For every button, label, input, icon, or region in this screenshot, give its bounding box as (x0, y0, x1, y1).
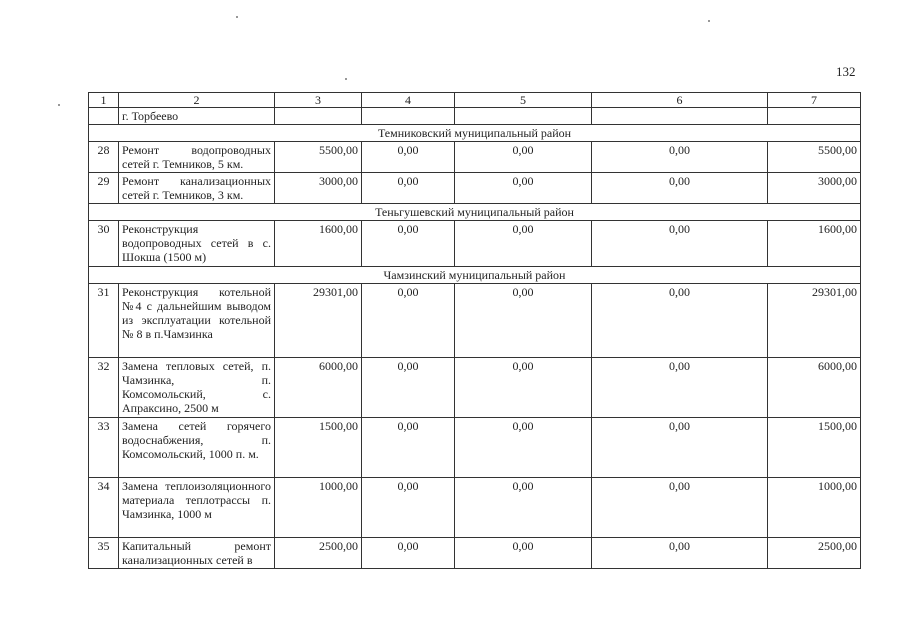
table-row (89, 221, 861, 267)
amount-col4: 0,00 (362, 221, 455, 267)
item-name: Ремонт канализационных сетей г. Темников, 3 км. (119, 173, 275, 204)
table-row (89, 284, 861, 358)
scan-speck (236, 16, 238, 18)
amount-col3: 29301,00 (275, 284, 362, 358)
amount-col7: 3000,00 (768, 173, 861, 204)
row-number: 29 (89, 173, 119, 204)
row-number: 33 (89, 418, 119, 478)
item-name: Замена сетей горячего водоснабжения, п. Комсомольский, 1000 п. м. (119, 418, 275, 478)
budget-table (88, 92, 861, 569)
amount-col5: 0,00 (455, 538, 592, 569)
amount-col6: 0,00 (592, 221, 768, 267)
row-number: 34 (89, 478, 119, 538)
amount-col5: 0,00 (455, 142, 592, 173)
item-name: Ремонт водопроводных сетей г. Темников, 5 км. (119, 142, 275, 173)
page-number: 132 (836, 64, 856, 79)
table-row (89, 478, 861, 538)
amount-col4: 0,00 (362, 358, 455, 418)
amount-col7: 1000,00 (768, 478, 861, 538)
scan-speck (708, 20, 710, 22)
section-row (89, 267, 861, 284)
amount-col6: 0,00 (592, 418, 768, 478)
amount-col5: 0,00 (455, 358, 592, 418)
amount-col7: 1500,00 (768, 418, 861, 478)
amount-col6: 0,00 (592, 478, 768, 538)
amount-col3: 3000,00 (275, 173, 362, 204)
amount-col4: 0,00 (362, 284, 455, 358)
amount-col3: 5500,00 (275, 142, 362, 173)
amount-col4: 0,00 (362, 142, 455, 173)
item-name: Реконструкция водопроводных сетей в с. Шокша (1500 м) (119, 221, 275, 267)
item-name: Реконструкция котельной №4 с дальнейшим выводом из эксплуатации котельной № 8 в п.Чамзинка (119, 284, 275, 358)
amount-col6: 0,00 (592, 142, 768, 173)
section-row (89, 204, 861, 221)
amount-col3: 1600,00 (275, 221, 362, 267)
section-row (89, 125, 861, 142)
column-header: 2 (119, 93, 275, 108)
row-number: 30 (89, 221, 119, 267)
amount-col5: 0,00 (455, 284, 592, 358)
amount-col3: 6000,00 (275, 358, 362, 418)
table-body (89, 108, 861, 569)
item-name: Капитальный ремонт канализационных сетей в (119, 538, 275, 569)
amount-col3 (275, 108, 362, 125)
amount-col5: 0,00 (455, 478, 592, 538)
amount-col7: 29301,00 (768, 284, 861, 358)
column-header: 7 (768, 93, 861, 108)
amount-col4: 0,00 (362, 538, 455, 569)
row-number: 28 (89, 142, 119, 173)
amount-col4: 0,00 (362, 173, 455, 204)
table-row (89, 418, 861, 478)
column-header: 6 (592, 93, 768, 108)
amount-col6: 0,00 (592, 538, 768, 569)
column-header: 1 (89, 93, 119, 108)
table-row (89, 538, 861, 569)
amount-col4 (362, 108, 455, 125)
amount-col6: 0,00 (592, 358, 768, 418)
amount-col7: 5500,00 (768, 142, 861, 173)
amount-col7: 2500,00 (768, 538, 861, 569)
amount-col5: 0,00 (455, 173, 592, 204)
section-title: Темниковский муниципальный район (89, 125, 861, 142)
row-number: 32 (89, 358, 119, 418)
amount-col7: 1600,00 (768, 221, 861, 267)
section-title: Теньгушевский муниципальный район (89, 204, 861, 221)
table-row (89, 142, 861, 173)
item-name: г. Торбеево (119, 108, 275, 125)
row-number (89, 108, 119, 125)
column-header: 5 (455, 93, 592, 108)
amount-col4: 0,00 (362, 478, 455, 538)
table-row (89, 173, 861, 204)
amount-col7 (768, 108, 861, 125)
amount-col6: 0,00 (592, 173, 768, 204)
table-row (89, 358, 861, 418)
amount-col5: 0,00 (455, 221, 592, 267)
amount-col6: 0,00 (592, 284, 768, 358)
item-name: Замена теплоизоляционного материала теплотрассы п. Чамзинка, 1000 м (119, 478, 275, 538)
table-row (89, 108, 861, 125)
scan-speck (58, 104, 60, 106)
amount-col5: 0,00 (455, 418, 592, 478)
row-number: 35 (89, 538, 119, 569)
row-number: 31 (89, 284, 119, 358)
amount-col3: 2500,00 (275, 538, 362, 569)
column-header: 3 (275, 93, 362, 108)
amount-col3: 1000,00 (275, 478, 362, 538)
amount-col3: 1500,00 (275, 418, 362, 478)
item-name: Замена тепловых сетей, п. Чамзинка, п. Комсомольский, с. Апраксино, 2500 м (119, 358, 275, 418)
section-title: Чамзинский муниципальный район (89, 267, 861, 284)
amount-col5 (455, 108, 592, 125)
amount-col6 (592, 108, 768, 125)
column-number-row (89, 93, 861, 108)
column-header: 4 (362, 93, 455, 108)
scan-speck (345, 78, 347, 80)
amount-col7: 6000,00 (768, 358, 861, 418)
amount-col4: 0,00 (362, 418, 455, 478)
